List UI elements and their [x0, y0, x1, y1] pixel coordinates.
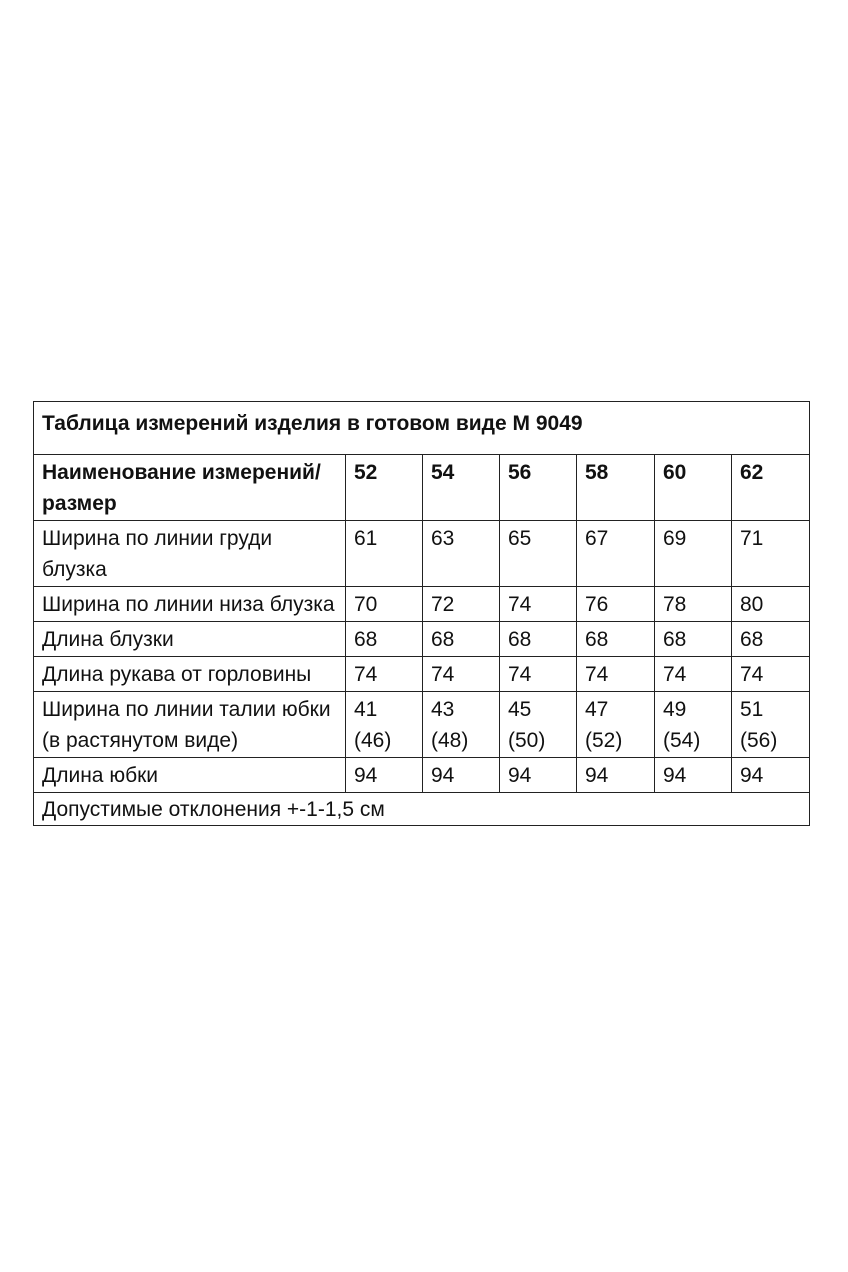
- row-value: 47 (52): [577, 692, 655, 758]
- row-name: Длина блузки: [34, 622, 346, 657]
- row-value: 72: [423, 587, 500, 622]
- row-name: Ширина по линии груди блузка: [34, 521, 346, 587]
- row-name: Длина рукава от горловины: [34, 657, 346, 692]
- row-value: 94: [655, 758, 732, 793]
- row-value: 74: [655, 657, 732, 692]
- row-value: 68: [577, 622, 655, 657]
- row-value: 71: [732, 521, 810, 587]
- table-row: [34, 521, 810, 587]
- row-name: Длина юбки: [34, 758, 346, 793]
- measurements-table: [33, 401, 810, 826]
- header-size: 52: [346, 455, 423, 521]
- row-value: 76: [577, 587, 655, 622]
- table-footer-row: [34, 793, 810, 826]
- row-value: 80: [732, 587, 810, 622]
- row-value: 68: [346, 622, 423, 657]
- row-value: 69: [655, 521, 732, 587]
- row-value: 51 (56): [732, 692, 810, 758]
- header-size: 60: [655, 455, 732, 521]
- header-name-label: Наименование измерений/размер: [34, 455, 346, 521]
- row-value: 63: [423, 521, 500, 587]
- header-size: 58: [577, 455, 655, 521]
- row-value: 74: [577, 657, 655, 692]
- row-value: 94: [346, 758, 423, 793]
- table-title-row: [34, 402, 810, 455]
- row-value: 74: [500, 587, 577, 622]
- row-value: 94: [423, 758, 500, 793]
- row-value: 74: [500, 657, 577, 692]
- row-value: 68: [500, 622, 577, 657]
- table-row: [34, 657, 810, 692]
- row-value: 74: [346, 657, 423, 692]
- row-name: Ширина по линии талии юбки (в растянутом виде): [34, 692, 346, 758]
- row-value: 49 (54): [655, 692, 732, 758]
- header-size: 62: [732, 455, 810, 521]
- row-value: 68: [655, 622, 732, 657]
- row-value: 94: [732, 758, 810, 793]
- row-value: 70: [346, 587, 423, 622]
- header-size: 56: [500, 455, 577, 521]
- row-value: 78: [655, 587, 732, 622]
- row-value: 68: [423, 622, 500, 657]
- table-row: [34, 758, 810, 793]
- table-title: Таблица измерений изделия в готовом виде М 9049: [34, 402, 810, 455]
- table-row: [34, 692, 810, 758]
- row-value: 74: [732, 657, 810, 692]
- row-value: 67: [577, 521, 655, 587]
- table-header-row: [34, 455, 810, 521]
- row-value: 65: [500, 521, 577, 587]
- row-value: 61: [346, 521, 423, 587]
- row-value: 43 (48): [423, 692, 500, 758]
- row-value: 74: [423, 657, 500, 692]
- table-row: [34, 587, 810, 622]
- header-size: 54: [423, 455, 500, 521]
- row-value: 94: [577, 758, 655, 793]
- row-value: 94: [500, 758, 577, 793]
- row-value: 45 (50): [500, 692, 577, 758]
- row-name: Ширина по линии низа блузка: [34, 587, 346, 622]
- tolerance-note: Допустимые отклонения +-1-1,5 см: [34, 793, 810, 826]
- row-value: 41 (46): [346, 692, 423, 758]
- table-row: [34, 622, 810, 657]
- row-value: 68: [732, 622, 810, 657]
